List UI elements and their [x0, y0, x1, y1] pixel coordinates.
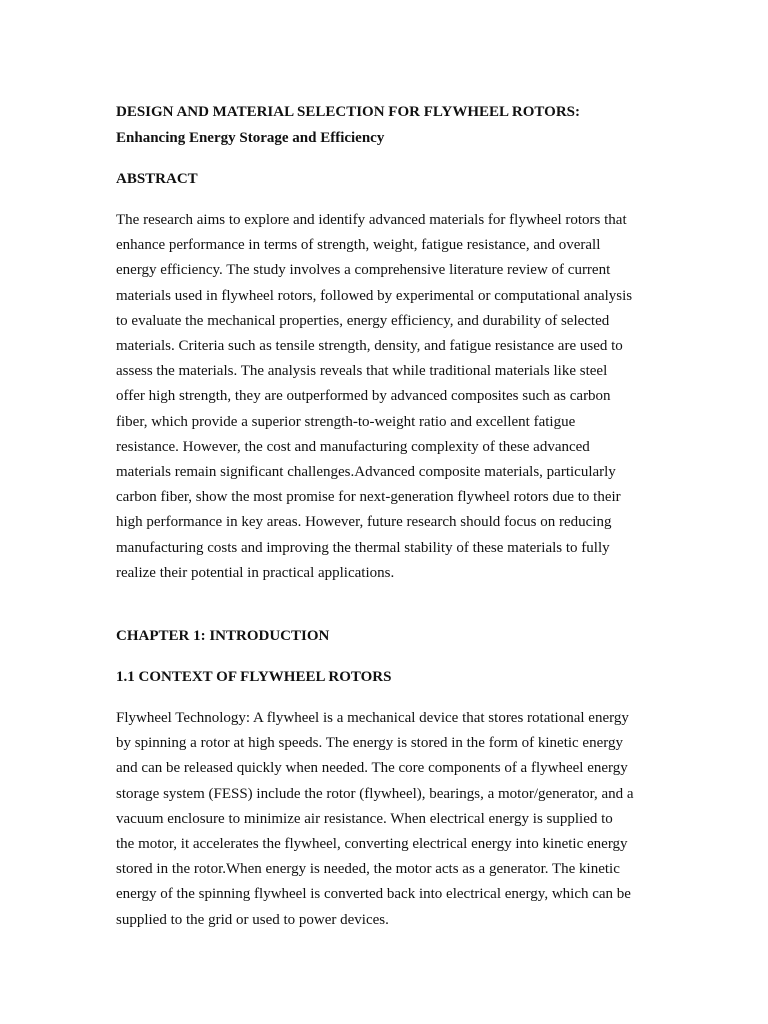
- abstract-line: resistance. However, the cost and manufacturing complexity of these advanced: [116, 438, 590, 455]
- abstract-line: to evaluate the mechanical properties, energy efficiency, and durability of selected: [116, 312, 610, 329]
- section-heading: 1.1 CONTEXT OF FLYWHEEL ROTORS: [116, 669, 392, 686]
- document-subtitle: Enhancing Energy Storage and Efficiency: [116, 130, 385, 146]
- chapter-heading: CHAPTER 1: INTRODUCTION: [116, 628, 330, 645]
- abstract-line: enhance performance in terms of strength, weight, fatigue resistance, and overall: [116, 237, 601, 254]
- section-line: storage system (FESS) include the rotor (flywheel), bearings, a motor/generator, and a: [116, 785, 634, 802]
- document-title: DESIGN AND MATERIAL SELECTION FOR FLYWHEEL ROTORS:: [116, 104, 580, 120]
- abstract-line: offer high strength, they are outperformed by advanced composites such as carbon: [116, 388, 611, 405]
- abstract-heading: ABSTRACT: [116, 171, 198, 187]
- section-line: and can be released quickly when needed. The core components of a flywheel energy: [116, 760, 628, 777]
- abstract-line: carbon fiber, show the most promise for next-generation flywheel rotors due to their: [116, 489, 621, 506]
- abstract-line: realize their potential in practical applications.: [116, 564, 395, 581]
- abstract-line: materials. Criteria such as tensile strength, density, and fatigue resistance are used to: [116, 338, 623, 355]
- abstract-line: high performance in key areas. However, future research should focus on reducing: [116, 514, 612, 531]
- abstract-line: materials remain significant challenges.Advanced composite materials, particularly: [116, 464, 616, 481]
- section-line: stored in the rotor.When energy is needed, the motor acts as a generator. The kinetic: [116, 861, 620, 878]
- abstract-line: assess the materials. The analysis reveals that while traditional materials like steel: [116, 363, 608, 380]
- abstract-line: energy efficiency. The study involves a comprehensive literature review of current: [116, 262, 611, 279]
- abstract-line: manufacturing costs and improving the thermal stability of these materials to fully: [116, 539, 610, 556]
- section-line: vacuum enclosure to minimize air resistance. When electrical energy is supplied to: [116, 810, 613, 827]
- section-paragraph: [116, 706, 656, 933]
- abstract-paragraph: [116, 208, 656, 586]
- section-line: Flywheel Technology: A flywheel is a mechanical device that stores rotational energy: [116, 710, 629, 727]
- abstract-line: The research aims to explore and identify advanced materials for flywheel rotors that: [116, 212, 627, 228]
- section-line: supplied to the grid or used to power devices.: [116, 911, 389, 928]
- document-body: [116, 100, 656, 933]
- section-line: by spinning a rotor at high speeds. The energy is stored in the form of kinetic energy: [116, 735, 623, 752]
- abstract-line: fiber, which provide a superior strength-to-weight ratio and excellent fatigue: [116, 413, 576, 430]
- abstract-line: materials used in flywheel rotors, followed by experimental or computational analysis: [116, 287, 633, 304]
- section-line: the motor, it accelerates the flywheel, converting electrical energy into kinetic energy: [116, 836, 628, 853]
- section-line: energy of the spinning flywheel is converted back into electrical energy, which can be: [116, 886, 631, 903]
